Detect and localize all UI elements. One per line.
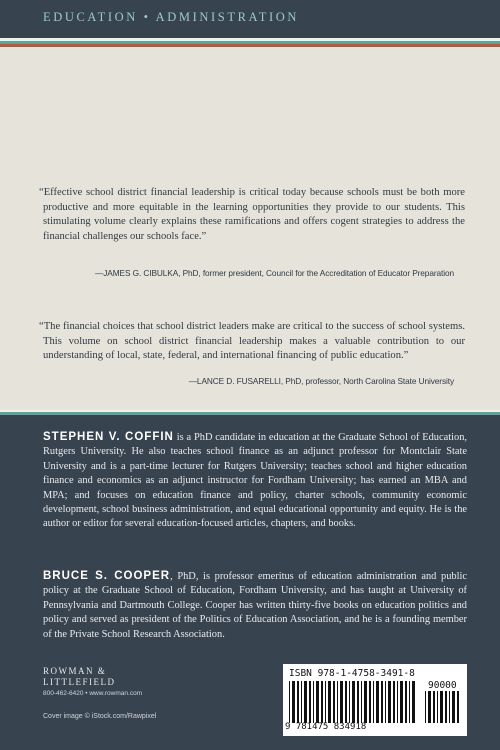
barcode-bar [309,681,311,723]
barcode-bar [325,681,326,723]
barcode-bar [357,681,359,723]
barcode-bar [337,681,338,723]
barcode-bar [289,681,290,723]
barcode-bar [445,691,447,723]
publisher-logo [43,666,115,688]
barcode-bar [428,691,431,723]
publisher-name-line: ROWMAN & [43,666,107,676]
barcode-bar [400,681,403,723]
barcode-bar [361,681,362,723]
ean-digits: 9 781475 834918 [285,722,367,732]
barcode-bar [388,681,391,723]
barcode-bar [364,681,367,723]
category-label: EDUCATION • ADMINISTRATION [43,10,299,24]
barcode-bar [328,681,331,723]
barcode-bar [457,691,459,723]
endorsement-quote: “Effective school district financial leadership is critical today because schools must be both more productive and more equitable in the learning opportunities they provide to our students. This stimulating volume clearly explains these ramifications and offers cogent strategies to address the financial challenges our schools face.” [39,187,465,242]
author-bio-text: is a PhD candidate in education at the Graduate School of Education, Rutgers University. He also teaches school finance as an adjunct professor for Montclair State University and is a part-time lecturer for Rutgers University; teaches school and higher education finance and economics as an adjunct instructor for Fordham University; has earned an MBA and MPA; and focuses on education finance and policy, charter schools, community economic development, school business administration, and equal educational opportunity and equity. He is the author or editor for several education-focused articles, chapters, and books. [43,432,467,530]
barcode-bar [321,681,323,723]
author-bio [43,430,467,532]
barcode-bar [313,681,314,723]
barcode-bar [397,681,398,723]
isbn-barcode [283,664,467,736]
barcode-bar [433,691,435,723]
barcode-bar [304,681,307,723]
endorsement-quote: “The financial choices that school district leaders make are critical to the success of school systems. This volume on school district financial leadership makes a valuable contribution to our understanding of local, state, federal, and international financing of public education.” [39,321,465,362]
barcode-addon-bars [425,691,461,723]
barcode-bars [289,681,419,723]
barcode-bar [385,681,386,723]
publisher-name-line: LITTLEFIELD [43,677,116,687]
barcode-bar [369,681,371,723]
barcode-bar [452,691,455,723]
divider-rule-teal [0,412,500,415]
author-name: BRUCE S. COOPER [43,570,171,582]
barcode-bar [373,681,374,723]
barcode-bar [333,681,335,723]
author-bio [43,569,467,642]
endorsement-attribution: —LANCE D. FUSARELLI, PhD, professor, North Carolina State University [188,376,454,386]
barcode-bar [301,681,302,723]
barcode-bar [349,681,350,723]
author-bio-text: , PhD, is professor emeritus of education administration and public policy at the Graduate School of Education, Fordham University, and has taught at University of Pennsylvania and Dartmouth College. Cooper has written thirty-five books on education politics and policy and served as president of the Politics of Education Association, and he is a founding member of the Private School Research Association. [43,571,467,640]
barcode-bar [440,691,443,723]
endorsement-attribution: —JAMES G. CIBULKA, PhD, former president, Council for the Accreditation of Educator Preparation [95,268,454,278]
price-code: 90000 [428,680,457,691]
barcode-bar [292,681,295,723]
barcode-bar [381,681,383,723]
barcode-bar [297,681,299,723]
barcode-bar [449,691,450,723]
barcode-bar [437,691,438,723]
author-name: STEPHEN V. COFFIN [43,431,174,443]
barcode-bar [316,681,319,723]
barcode-bar [376,681,379,723]
barcode-bar [345,681,347,723]
barcode-bar [405,681,407,723]
barcode-bar [393,681,395,723]
barcode-bar [412,681,415,723]
barcode-bar [340,681,343,723]
top-band [0,0,500,38]
cover-credit: Cover image © iStock.com/Rawpixel [43,713,157,720]
barcode-bar [352,681,355,723]
isbn-text: ISBN 978-1-4758-3491-8 [289,668,415,679]
barcode-bar [409,681,410,723]
barcode-bar [425,691,426,723]
publisher-contact: 800-462-6420 • www.rowman.com [43,690,143,697]
